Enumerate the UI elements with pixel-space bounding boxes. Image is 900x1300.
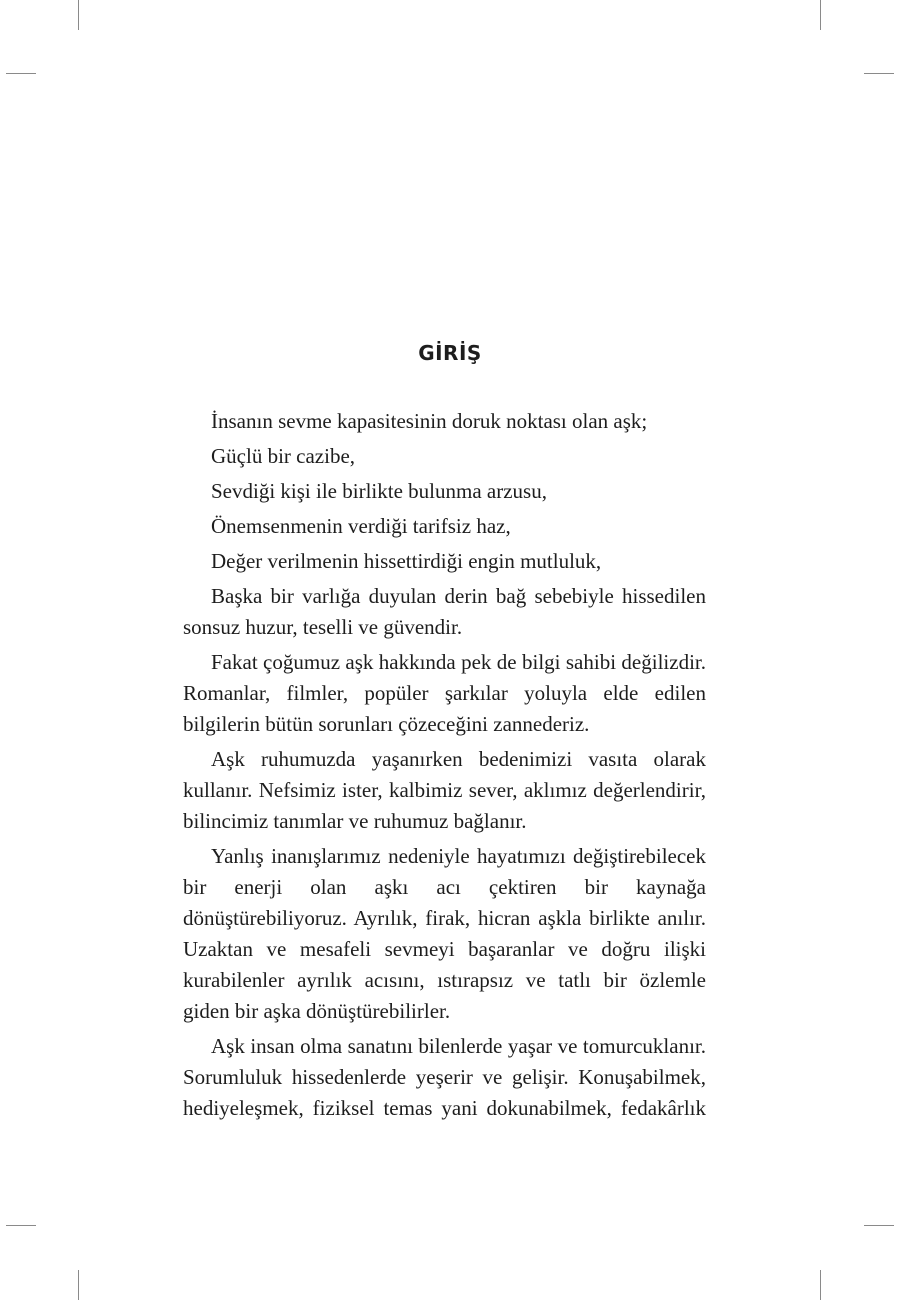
crop-mark-bottom-right-vertical	[820, 1270, 821, 1300]
paragraph: İnsanın sevme kapasitesinin doruk noktası olan aşk;	[211, 409, 648, 433]
paragraph: Fakat çoğumuz aşk hakkında pek de bilgi sahibi değilizdir. Romanlar, filmler, popüler şarkılar yoluyla elde edilen bilgilerin bütün sorunları çözeceğini zannederiz.	[183, 650, 706, 736]
paragraph: Aşk insan olma sanatını bilenlerde yaşar ve tomurcuklanır. Sorumluluk hissedenlerde yeşerir ve gelişir. Konuşabilmek, hediyeleşmek, fiziksel temas yani dokunabilmek, fedakârlık	[183, 1034, 706, 1120]
crop-mark-top-right-horizontal	[864, 73, 894, 74]
crop-mark-top-left-horizontal	[6, 73, 36, 74]
crop-mark-bottom-right-horizontal	[864, 1225, 894, 1226]
paragraph: Sevdiği kişi ile birlikte bulunma arzusu,	[211, 479, 547, 503]
chapter-title: GİRİŞ	[418, 341, 482, 365]
paragraph: Başka bir varlığa duyulan derin bağ sebebiyle hissedilen sonsuz huzur, teselli ve güvendir.	[183, 584, 706, 639]
paragraph: Değer verilmenin hissettirdiği engin mutluluk,	[211, 549, 602, 573]
paragraph: Güçlü bir cazibe,	[211, 444, 356, 468]
crop-mark-top-left-vertical	[78, 0, 79, 30]
paragraph: Aşk ruhumuzda yaşanırken bedenimizi vasıta olarak kullanır. Nefsimiz ister, kalbimiz sever, aklımız değerlendirir, bilincimiz tanımlar ve ruhumuz bağlanır.	[183, 747, 706, 833]
paragraph: Önemsenmenin verdiği tarifsiz haz,	[211, 514, 511, 538]
crop-mark-bottom-left-vertical	[78, 1270, 79, 1300]
body-text	[183, 406, 706, 1124]
crop-mark-top-right-vertical	[820, 0, 821, 30]
paragraph: Yanlış inanışlarımız nedeniyle hayatımızı değiştirebilecek bir enerji olan aşkı acı çektiren bir kaynağa dönüştürebiliyoruz. Ayrılık, firak, hicran aşkla birlikte anılır. Uzaktan ve mesafeli sevmeyi başaranlar ve doğru ilişki kurabilenler ayrılık acısını, ıstırapsız ve tatlı bir özlemle giden bir aşka dönüştürebilirler.	[183, 844, 706, 1023]
crop-mark-bottom-left-horizontal	[6, 1225, 36, 1226]
